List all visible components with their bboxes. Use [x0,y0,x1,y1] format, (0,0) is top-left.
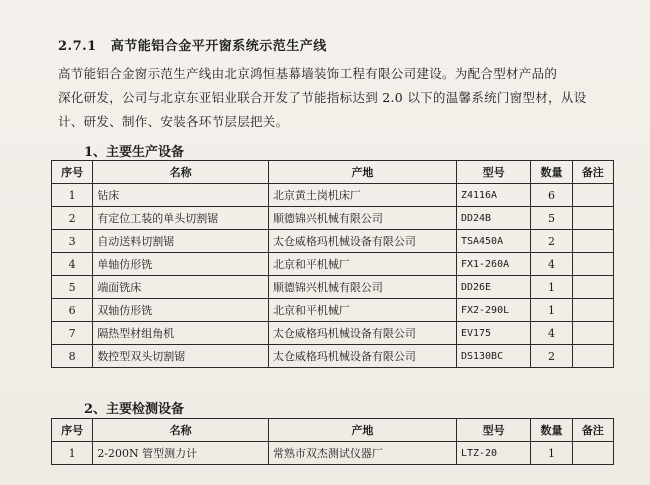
cell-note [572,253,613,276]
header-name: 名称 [93,161,269,184]
table-row [52,230,614,253]
cell-place: 北京黄土岗机床厂 [268,184,456,207]
header-qty: 数量 [531,419,572,442]
cell-model: DD24B [456,207,530,230]
cell-model: DS130BC [456,345,530,368]
header-qty: 数量 [531,161,572,184]
cell-name: 隔热型材组角机 [93,322,269,345]
table-row [52,207,614,230]
cell-qty: 1 [531,276,572,299]
production-equipment-title: 1、主要生产设备 [84,145,185,160]
cell-model: FX1-260A [456,253,530,276]
production-equipment-table [51,160,614,368]
cell-no: 5 [52,276,93,299]
header-place: 产地 [268,419,456,442]
cell-note [572,345,613,368]
cell-name: 端面铣床 [93,276,269,299]
cell-name: 双轴仿形铣 [93,299,269,322]
cell-model: FX2-290L [456,299,530,322]
cell-place: 常熟市双杰测试仪器厂 [268,442,456,465]
cell-qty: 2 [531,345,572,368]
cell-note [572,230,613,253]
cell-model: DD26E [456,276,530,299]
cell-place: 顺德锦兴机械有限公司 [268,207,456,230]
table-row [52,345,614,368]
cell-note [572,322,613,345]
cell-note [572,299,613,322]
header-model: 型号 [456,419,530,442]
cell-no: 3 [52,230,93,253]
cell-model: EV175 [456,322,530,345]
cell-qty: 5 [531,207,572,230]
cell-qty: 6 [531,184,572,207]
cell-name: 有定位工装的单头切割锯 [93,207,269,230]
cell-no: 6 [52,299,93,322]
table-header-row [52,419,614,442]
cell-note [572,442,613,465]
table-row [52,299,614,322]
cell-name: 数控型双头切割锯 [93,345,269,368]
cell-note [572,184,613,207]
cell-qty: 1 [531,299,572,322]
cell-no: 7 [52,322,93,345]
table-row [52,253,614,276]
cell-model: TSA450A [456,230,530,253]
table-header-row [52,161,614,184]
cell-place: 顺德锦兴机械有限公司 [268,276,456,299]
header-note: 备注 [572,161,613,184]
cell-qty: 4 [531,253,572,276]
header-no: 序号 [52,161,93,184]
header-no: 序号 [52,419,93,442]
cell-name: 2-200N 管型测力计 [93,442,269,465]
cell-place: 北京和平机械厂 [268,253,456,276]
cell-qty: 2 [531,230,572,253]
testing-equipment-title: 2、主要检测设备 [84,402,185,417]
header-name: 名称 [93,419,269,442]
cell-model: Z4116A [456,184,530,207]
table-row [52,442,614,465]
testing-equipment-table [51,418,614,465]
cell-no: 2 [52,207,93,230]
table-row [52,184,614,207]
cell-name: 钻床 [93,184,269,207]
cell-note [572,276,613,299]
heading-title: 高节能铝合金平开窗系统示范生产线 [110,39,327,54]
cell-no: 1 [52,442,93,465]
cell-no: 8 [52,345,93,368]
cell-no: 1 [52,184,93,207]
intro-paragraph: 高节能铝合金窗示范生产线由北京鸿恒基幕墙装饰工程有限公司建设。为配合型材产品的 深化研发，公司与北京东亚铝业联合开发了节能指标达到 2.0 以下的温馨系统门窗型材，从设 计、研发、制作、安装各环节层层把关。 [58,66,587,129]
cell-name: 单轴仿形铣 [93,253,269,276]
cell-qty: 4 [531,322,572,345]
cell-qty: 1 [531,442,572,465]
header-model: 型号 [456,161,530,184]
cell-place: 太仓威格玛机械设备有限公司 [268,322,456,345]
header-note: 备注 [572,419,613,442]
section-heading [58,35,327,54]
cell-no: 4 [52,253,93,276]
cell-model: LTZ-20 [456,442,530,465]
header-place: 产地 [268,161,456,184]
heading-number: 2.7.1 [58,39,97,54]
cell-place: 太仓威格玛机械设备有限公司 [268,345,456,368]
cell-place: 太仓威格玛机械设备有限公司 [268,230,456,253]
table-row [52,276,614,299]
cell-name: 自动送料切割锯 [93,230,269,253]
cell-place: 北京和平机械厂 [268,299,456,322]
cell-note [572,207,613,230]
table-row [52,322,614,345]
